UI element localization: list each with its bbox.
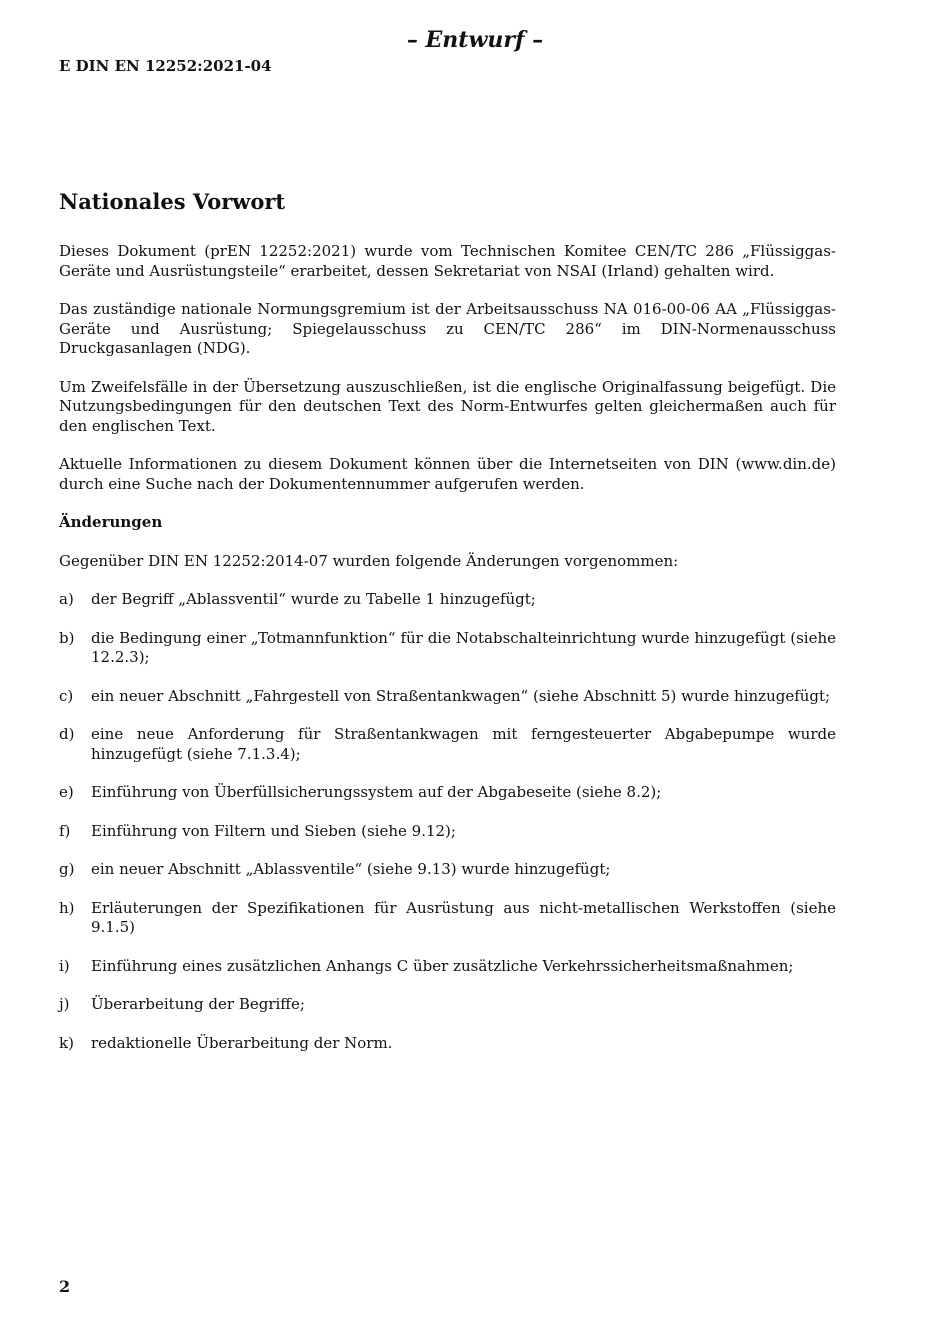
list-item — [59, 1034, 836, 1054]
list-marker: b) — [59, 628, 75, 647]
changes-intro: Gegenüber DIN EN 12252:2014-07 wurden folgende Änderungen vorgenommen: — [59, 551, 679, 570]
list-marker: g) — [59, 860, 75, 878]
list-item — [59, 860, 836, 880]
list-item-text: die Bedingung einer „Totmannfunktion“ für die Notabschalteinrichtung wurde hinzugefügt (siehe 12.2.3); — [91, 628, 836, 666]
list-marker: j) — [59, 995, 70, 1013]
list-item — [59, 590, 836, 610]
list-item — [59, 899, 836, 938]
list-item — [59, 995, 836, 1015]
list-item-text: Einführung von Filtern und Sieben (siehe 9.12); — [91, 821, 456, 840]
list-item-text: Erläuterungen der Spezifikationen für Ausrüstung aus nicht-metallischen Werkstoffen (siehe 9.1.5) — [91, 898, 836, 936]
list-marker: e) — [59, 783, 74, 801]
list-marker: c) — [59, 686, 74, 705]
list-marker: d) — [59, 725, 75, 743]
list-marker: h) — [59, 898, 75, 917]
document-code: E DIN EN 12252:2021-04 — [59, 57, 272, 75]
list-item-text: eine neue Anforderung für Straßentankwagen mit ferngesteuerter Abgabepumpe wurde hinzugefügt (siehe 7.1.3.4); — [91, 725, 836, 763]
list-item-text: Einführung eines zusätzlichen Anhangs C über zusätzliche Verkehrssicherheitsmaßnahmen; — [91, 956, 794, 975]
paragraph-information: Aktuelle Informationen zu diesem Dokument können über die Internetseiten von DIN (www.din.de) durch eine Suche nach der Dokumentennummer aufgerufen werden. — [59, 455, 836, 493]
changes-heading: Änderungen — [59, 513, 163, 531]
changes-list — [59, 590, 836, 1053]
list-item-text: Einführung von Überfüllsicherungssystem auf der Abgabeseite (siehe 8.2); — [91, 783, 662, 801]
list-item-text: der Begriff „Ablassventil“ wurde zu Tabelle 1 hinzugefügt; — [91, 590, 536, 608]
page-content — [59, 186, 836, 1072]
list-marker: a) — [59, 590, 74, 608]
list-item-text: redaktionelle Überarbeitung der Norm. — [91, 1033, 393, 1052]
list-item — [59, 783, 836, 803]
list-item — [59, 725, 836, 764]
paragraph-committee: Dieses Dokument (prEN 12252:2021) wurde vom Technischen Komitee CEN/TC 286 „Flüssiggas-Geräte und Ausrüstungsteile“ erarbeitet, dessen Sekretariat von NSAI (Irland) gehalten wird. — [59, 242, 836, 280]
list-item-text: Überarbeitung der Begriffe; — [91, 995, 305, 1013]
list-item — [59, 822, 836, 842]
page-number: 2 — [59, 1277, 71, 1296]
list-item-text: ein neuer Abschnitt „Fahrgestell von Straßentankwagen“ (siehe Abschnitt 5) wurde hinzugefügt; — [91, 686, 831, 705]
list-item — [59, 687, 836, 707]
list-item — [59, 957, 836, 977]
list-marker: i) — [59, 956, 70, 975]
list-item — [59, 629, 836, 668]
paragraph-translation: Um Zweifelsfälle in der Übersetzung auszuschließen, ist die englische Originalfassung beigefügt. Die Nutzungsbedingungen für den deutschen Text des Norm-Entwurfes gelten gleichermaßen auch für den englischen Text. — [59, 377, 836, 435]
section-title: Nationales Vorwort — [59, 189, 286, 214]
paragraph-national-body: Das zuständige nationale Normungsgremium ist der Arbeitsausschuss NA 016-00-06 AA „Flüssiggas-Geräte und Ausrüstung; Spiegelausschuss zu CEN/TC 286“ im DIN-Normenausschuss Druckgasanlagen (NDG). — [59, 300, 836, 357]
list-marker: k) — [59, 1033, 74, 1052]
list-marker: f) — [59, 821, 71, 840]
list-item-text: ein neuer Abschnitt „Ablassventile“ (siehe 9.13) wurde hinzugefügt; — [91, 860, 611, 878]
draft-label: – Entwurf – — [406, 27, 544, 53]
